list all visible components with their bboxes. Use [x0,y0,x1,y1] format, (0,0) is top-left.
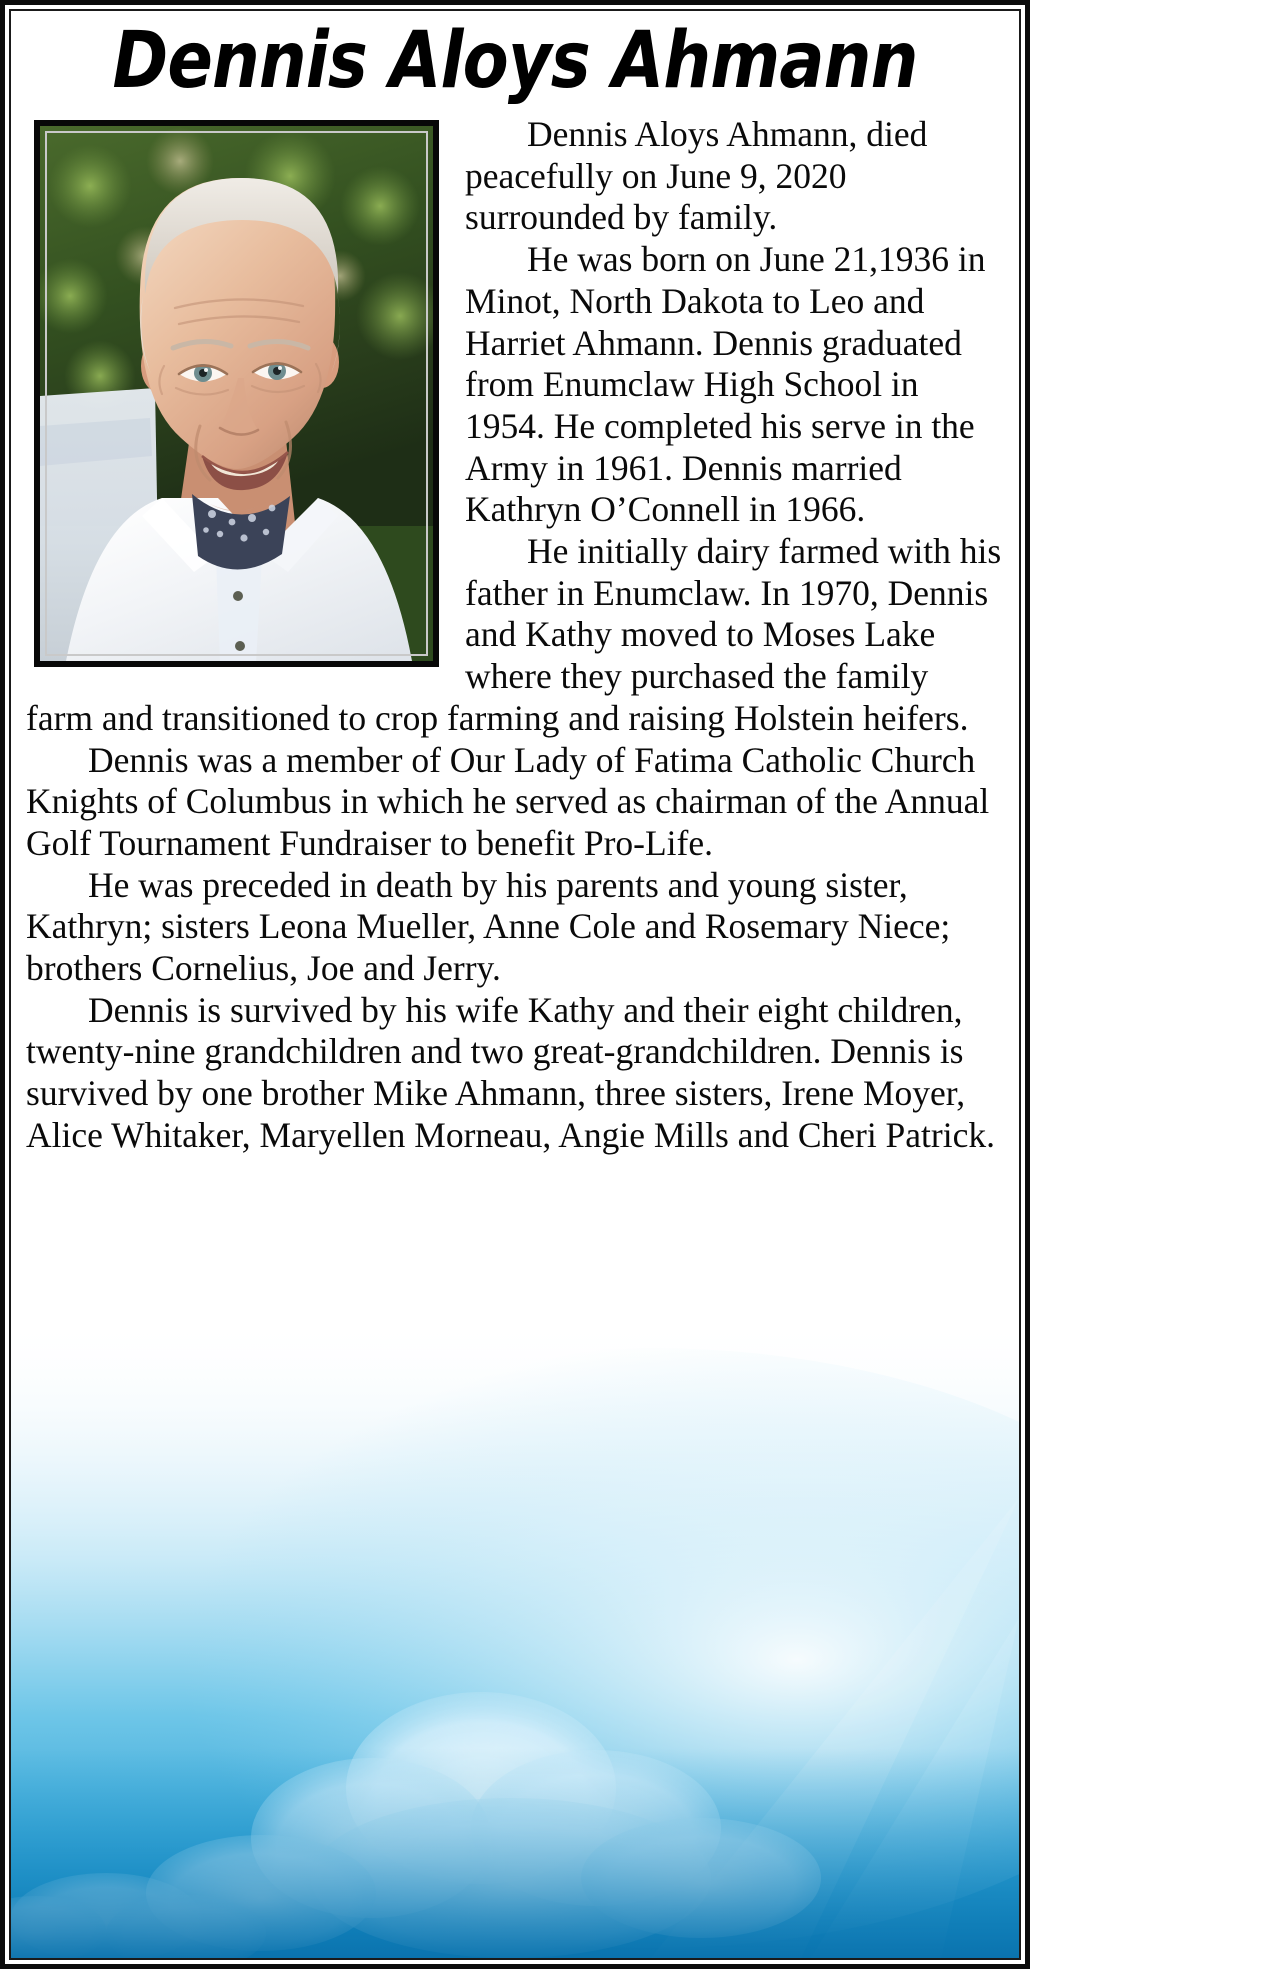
paragraph-1: Dennis Aloys Ahmann, died peacefully on June 9, 2020 surrounded by family. [465,114,928,238]
paragraph-5: He was preceded in death by his parents and young sister, Kathryn; sisters Leona Mueller, Anne Cole and Rosemary Niece; brothers Cornelius, Joe and Jerry. [26,864,951,989]
obituary-content [0,0,1030,1157]
portrait-photo-frame [34,120,439,667]
sky-illustration [11,1318,1019,1958]
paragraph-3: He initially dairy farmed with his father in Enumclaw. In 1970, Dennis and Kathy moved to Moses Lake where they purchased the family farm and transitioned to crop farming and raising Holstein heifers. [26,531,1002,738]
page-title: Dennis Aloys Ahmann [112,16,918,106]
paragraph-2: He was born on June 21,1936 in Minot, North Dakota to Leo and Harriet Ahmann. Dennis graduated from Enumclaw High School in 1954. He completed his serve in the Army in 1961. Dennis married Kathryn O’Connell in 1966. [465,239,986,530]
portrait-illustration [40,126,433,661]
paragraph-4: Dennis was a member of Our Lady of Fatima Catholic Church Knights of Columbus in which he served as chairman of the Annual Golf Tournament Fundraiser to benefit Pro-Life. [26,739,990,863]
paragraph-6: Dennis is survived by his wife Kathy and their eight children, twenty-nine grandchildren and two great-grandchildren. Dennis is survived by one brother Mike Ahmann, three sisters, Irene Moyer, Alice Whitaker, Maryellen Morneau, Angie Mills and Cheri Patrick. [26,989,995,1155]
portrait-photo [40,126,433,661]
sky-background-image [11,1318,1019,1958]
